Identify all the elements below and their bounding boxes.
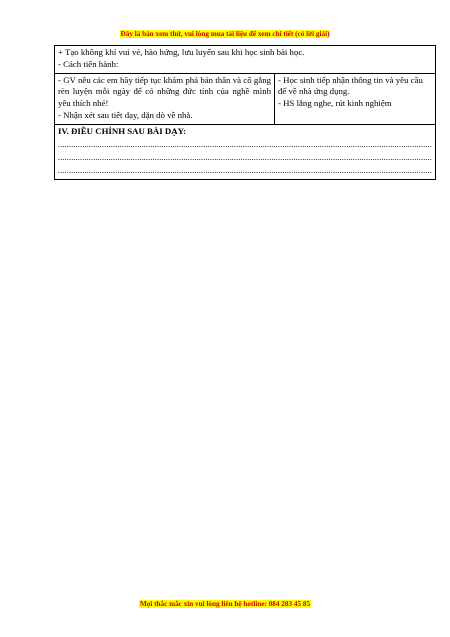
table-row xyxy=(55,73,436,124)
intro-cell xyxy=(55,46,436,74)
lesson-plan-table xyxy=(54,45,436,180)
table-row xyxy=(55,124,436,179)
goal-text: + Tạo không khí vui vẻ, hào hứng, lưu luyến sau khi học sinh bài học. xyxy=(58,47,305,57)
table-row xyxy=(55,46,436,74)
teacher-activity-text: - Nhận xét sau tiết dạy, dặn dò về nhà. xyxy=(58,109,193,120)
teacher-activity-cell xyxy=(55,73,275,124)
teacher-activity-text: - GV nêu các em hãy tiếp tục khám phá bản thân và cố gắng rèn luyện mỗi ngày để có những đức tính của nghề mình yêu thích nhé! xyxy=(58,74,271,109)
hotline-banner xyxy=(0,600,450,608)
procedure-label: - Cách tiến hành: xyxy=(58,58,119,69)
student-activity-cell xyxy=(275,73,436,124)
dotted-line: .......................................................................................................................................................................... xyxy=(58,165,432,175)
dotted-line: .......................................................................................................................................................................... xyxy=(58,152,432,162)
preview-notice-banner xyxy=(0,30,450,38)
section-title: IV. ĐIỀU CHỈNH SAU BÀI DẠY: xyxy=(58,125,187,136)
hotline-text: Mọi thắc mắc xin vui lòng liên hệ hotline: 084 283 45 85 xyxy=(139,600,311,608)
student-activity-text: - Học sinh tiếp nhận thông tin và yêu cầu để về nhà ứng dụng. xyxy=(278,74,423,97)
preview-notice-text: Đây là bản xem thử, vui lòng mua tài liệu để xem chi tiết (có lời giải) xyxy=(120,30,330,38)
dotted-line: .......................................................................................................................................................................... xyxy=(58,139,432,149)
student-activity-text: - HS lắng nghe, rút kinh nghiệm xyxy=(278,98,392,109)
adjustment-cell xyxy=(55,124,436,179)
